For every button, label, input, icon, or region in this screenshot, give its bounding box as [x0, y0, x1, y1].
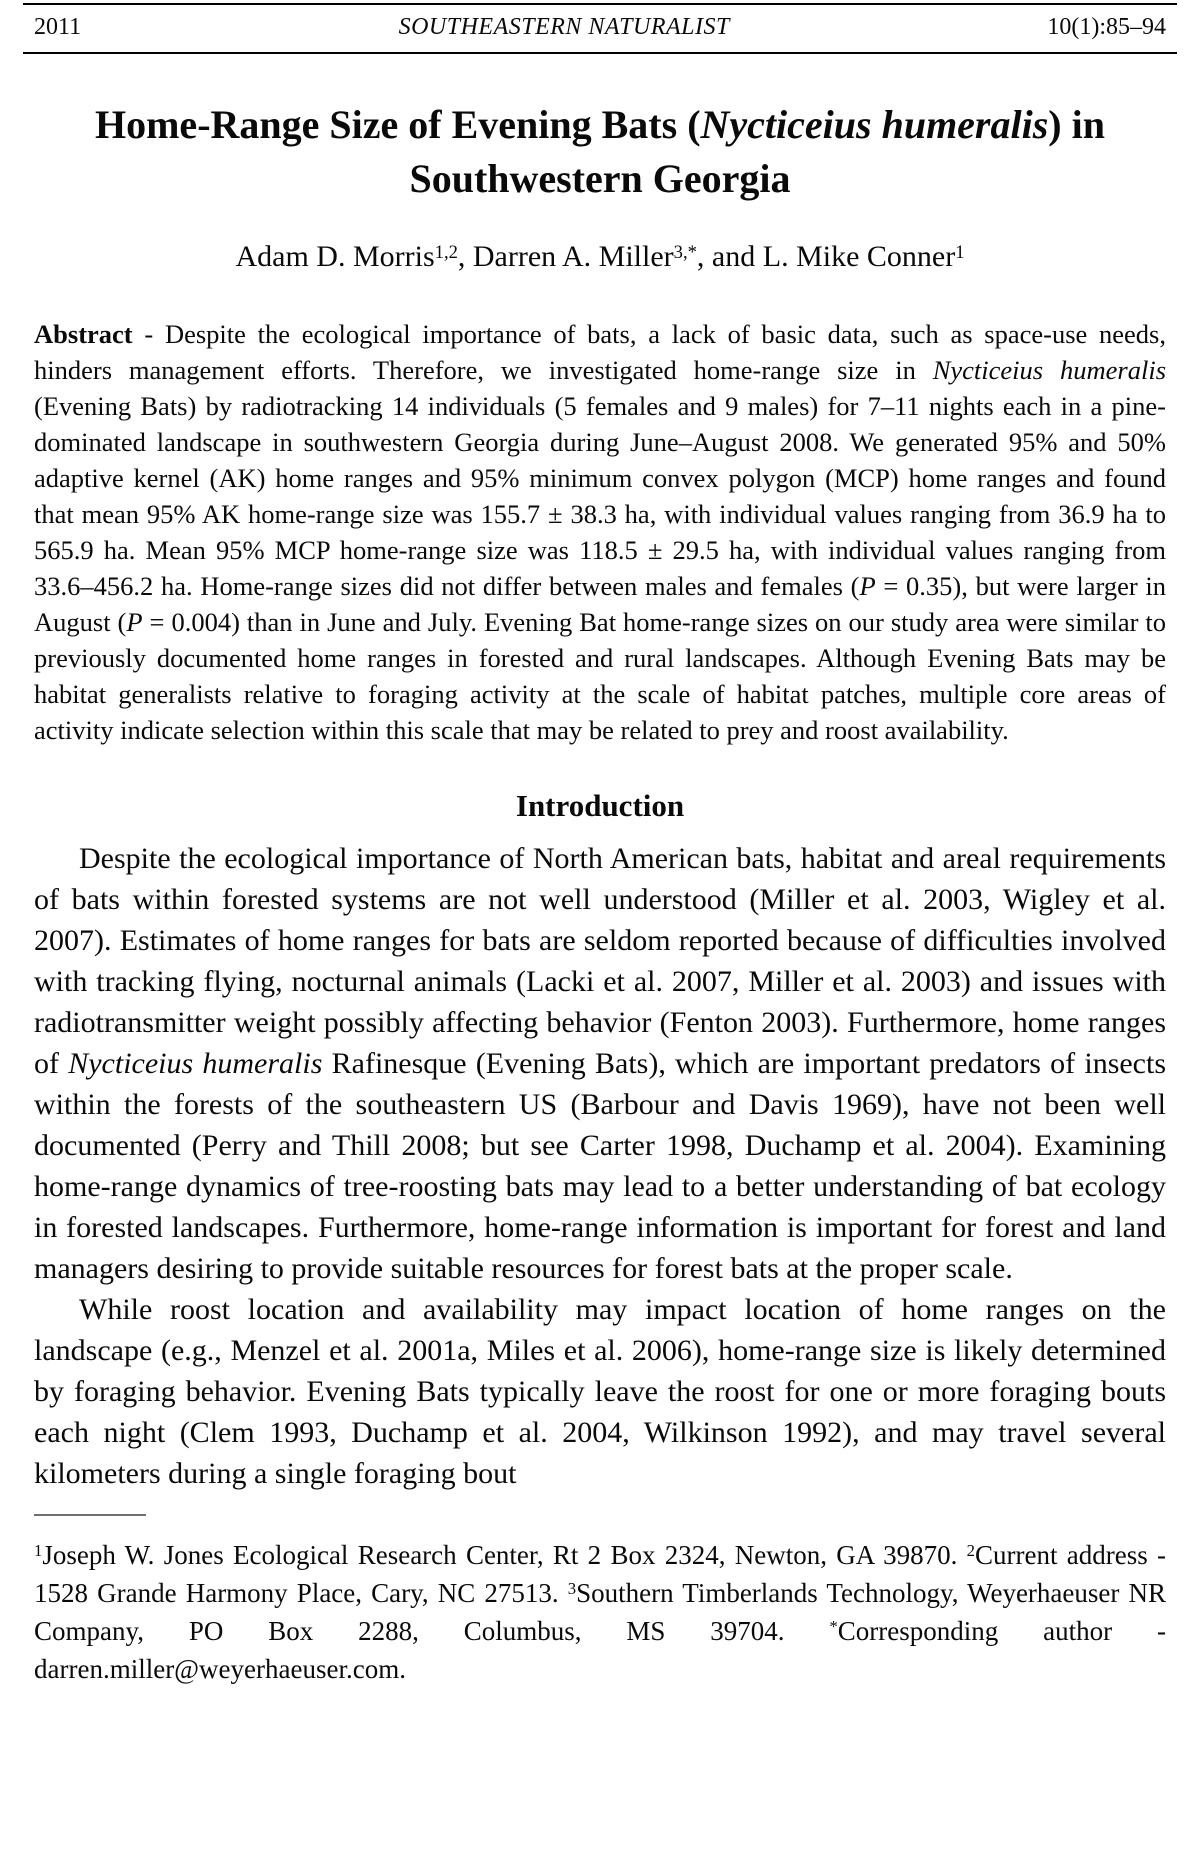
authors-line: Adam D. Morris$^{1,2}$, Darren A. Miller$^{3,*}$, and L. Mike Conner$^1$ — [235, 240, 965, 273]
introduction-body — [34, 838, 1166, 1494]
affiliations-footnote: $^1$Joseph W. Jones Ecological Research Center, Rt 2 Box 2324, Newton, GA 39870. $^2$Current address - 1528 Grande Harmony Place, Cary, NC 27513. $^3$Southern Timberlands Technology, Weyerhaeuser NR Company, PO Box 2288, Columbus, MS 39704. *Corresponding author - darren.miller@weyerhaeuser.com. — [34, 1540, 1166, 1684]
introduction-paragraph-1: Despite the ecological importance of North American bats, habitat and areal requirements of bats within forested systems are not well understood (Miller et al. 2003, Wigley et al. 2007). Estimates of home ranges for bats are seldom reported because of difficulties involved with tracking flying, nocturnal animals (Lacki et al. 2007, Miller et al. 2003) and issues with radiotransmitter weight possibly affecting behavior (Fenton 2003). Furthermore, home ranges of Nycticeius humeralis Rafinesque (Evening Bats), which are important predators of insects within the forests of the southeastern US (Barbour and Davis 1969), have not been well documented (Perry and Thill 2008; but see Carter 1998, Duchamp et al. 2004). Examining home-range dynamics of tree-roosting bats may lead to a better understanding of bat ecology in forested landscapes. Furthermore, home-range information is important for forest and land managers desiring to provide suitable resources for forest bats at the proper scale. — [34, 842, 1167, 1285]
introduction-paragraph-2: While roost location and availability may impact location of home ranges on the landscape (e.g., Menzel et al. 2001a, Miles et al. 2006), home-range size is likely determined by foraging behavior. Evening Bats typically leave the roost for one or more foraging bouts each night (Clem 1993, Duchamp et al. 2004, Wilkinson 1992), and may travel several kilometers during a single foraging bout — [34, 1293, 1166, 1490]
footnote-separator-rule — [34, 1514, 146, 1516]
header-year: 2011 — [34, 14, 82, 40]
journal-name: SOUTHEASTERN NATURALIST — [398, 14, 730, 40]
abstract-paragraph: Abstract - Despite the ecological importance of bats, a lack of basic data, such as space-use needs, hinders management efforts. Therefore, we investigated home-range size in Nycticeius humeralis (Evening Bats) by radiotracking 14 individuals (5 females and 9 males) for 7–11 nights each in a pine-dominated landscape in southwestern Georgia during June–August 2008. We generated 95% and 50% adaptive kernel (AK) home ranges and 95% minimum convex polygon (MCP) home ranges and found that mean 95% AK home-range size was 155.7 ± 38.3 ha, with individual values ranging from 36.9 ha to 565.9 ha. Mean 95% MCP home-range size was 118.5 ± 29.5 ha, with individual values ranging from 33.6–456.2 ha. Home-range sizes did not differ between males and females (P = 0.35), but were larger in August (P = 0.004) than in June and July. Evening Bat home-range sizes on our study area were similar to previously documented home ranges in forested and rural landscapes. Although Evening Bats may be habitat generalists relative to foraging activity at the scale of habitat patches, multiple core areas of activity indicate selection within this scale that may be related to prey and roost availability. — [34, 319, 1167, 745]
journal-header — [23, 3, 1177, 54]
section-heading-introduction: Introduction — [515, 788, 685, 823]
paper-title: Home-Range Size of Evening Bats (Nycticeius humeralis) in Southwestern Georgia — [95, 102, 1105, 201]
volume-page-citation: 10(1):85–94 — [1047, 14, 1166, 40]
